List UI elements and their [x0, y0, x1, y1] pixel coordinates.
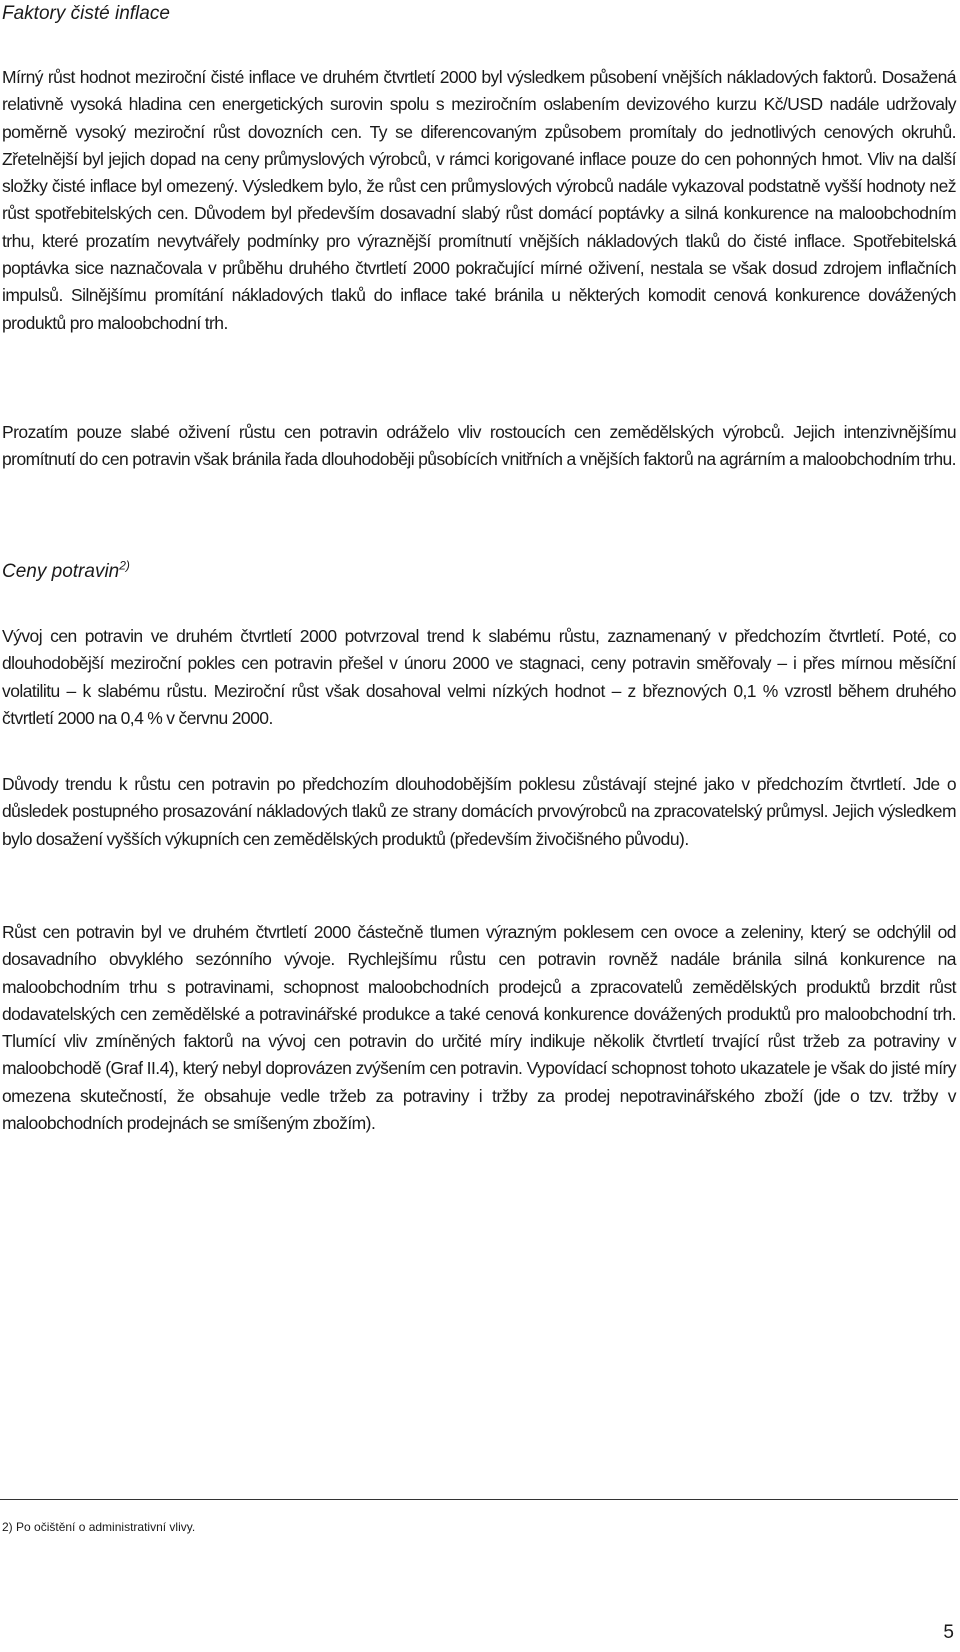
footnote-reference-mark: 2) [119, 558, 130, 573]
section-heading-core-inflation: Faktory čisté inflace [2, 3, 170, 24]
paragraph-food-price-trend-reasons: Důvody trendu k růstu cen potravin po předchozím dlouhodobějším poklesu zůstávají stejné jako v předchozím čtvrtletí. Jde o důsledek postupného prosazování nákladových tlaků ze strany domácích prvovýrobců na zpracovatelský průmysl. Jejich výsledkem bylo dosažení vyšších výkupních cen zemědělských produktů (především živočišného původu). [2, 774, 956, 849]
paragraph-food-price-recovery: Prozatím pouze slabé oživení růstu cen potravin odráželo vliv rostoucích cen zemědělských výrobců. Jejich intenzivnějšímu promítnutí do cen potravin však bránila řada dlouhodoběji působících vnitřních a vnějších faktorů na agrárním a maloobchodním trhu. [2, 422, 956, 470]
paragraph-food-price-development: Vývoj cen potravin ve druhém čtvrtletí 2000 potvrzoval trend k slabému růstu, zaznamenaný v předchozím čtvrtletí. Poté, co dlouhodobější meziroční pokles cen potravin přešel v únoru 2000 ve stagnaci, ceny potravin směřovaly – i přes mírnou měsíční volatilitu – k slabému růstu. Meziroční růst však dosahoval velmi nízkých hodnot – z březnových 0,1 % vzrostl během druhého čtvrtletí 2000 na 0,4 % v červnu 2000. [2, 626, 956, 728]
footnote-divider [0, 1499, 958, 1500]
paragraph-core-inflation-factors: Mírný růst hodnot meziroční čisté inflace ve druhém čtvrtletí 2000 byl výsledkem působení vnějších nákladových faktorů. Dosažená relativně vysoká hladina cen energetických surovin spolu s meziročním oslabením devizového kurzu Kč/USD nadále udržovaly poměrně vysoký meziroční růst dovozních cen. Ty se diferencovaným způsobem promítaly do jednotlivých cenových okruhů. Zřetelnější byl jejich dopad na ceny průmyslových výrobců, v rámci korigované inflace pouze do cen pohonných hmot. Vliv na další složky čisté inflace byl omezený. Výsledkem bylo, že růst cen průmyslových výrobců nadále vykazoval podstatně vyšší hodnoty než růst spotřebitelských cen. Důvodem byl především dosavadní slabý růst domácí poptávky a silná konkurence na maloobchodním trhu, které prozatím nevytvářely podmínky pro výraznější promítnutí vnějších nákladových tlaků do čisté inflace. Spotřebitelská poptávka sice naznačovala v průběhu druhého čtvrtletí 2000 pokračující mírné oživení, nestala se však dosud zdrojem inflačních impulsů. Silnějšímu promítání nákladových tlaků do inflace také bránila u některých komodit cenová konkurence dovážených produktů pro maloobchodní trh. [2, 67, 956, 333]
footnote-text: 2) Po očištění o administrativní vlivy. [2, 1520, 196, 1534]
section-heading-food-prices [2, 558, 130, 583]
paragraph-food-price-dampening: Růst cen potravin byl ve druhém čtvrtletí 2000 částečně tlumen výrazným poklesem cen ovoce a zeleniny, který se odchýlil od dosavadního obvyklého sezónního vývoje. Rychlejšímu růstu cen potravin rovněž nadále bránila silná konkurence na maloobchodním trhu s potravinami, schopnost maloobchodních prodejců a zpracovatelů zemědělských produktů brzdit růst dodavatelských cen zemědělské a potravinářské produkce a také cenová konkurence dovážených produktů pro maloobchodní trh. Tlumící vliv zmíněných faktorů na vývoj cen potravin do určité míry indikuje několik čtvrtletí trvající růst tržeb za potraviny v maloobchodě (Graf II.4), který nebyl doprovázen zvýšením cen potravin. Vypovídací schopnost tohoto ukazatele je však do jisté míry omezena skutečností, že obsahuje vedle tržeb za potraviny i tržby za prodej nepotravinářského zboží (jde o tzv. tržby v maloobchodních prodejnách se smíšeným zbožím). [2, 922, 956, 1134]
page-number: 5 [943, 1622, 954, 1643]
section-heading-food-prices-text: Ceny potravin [2, 561, 120, 582]
